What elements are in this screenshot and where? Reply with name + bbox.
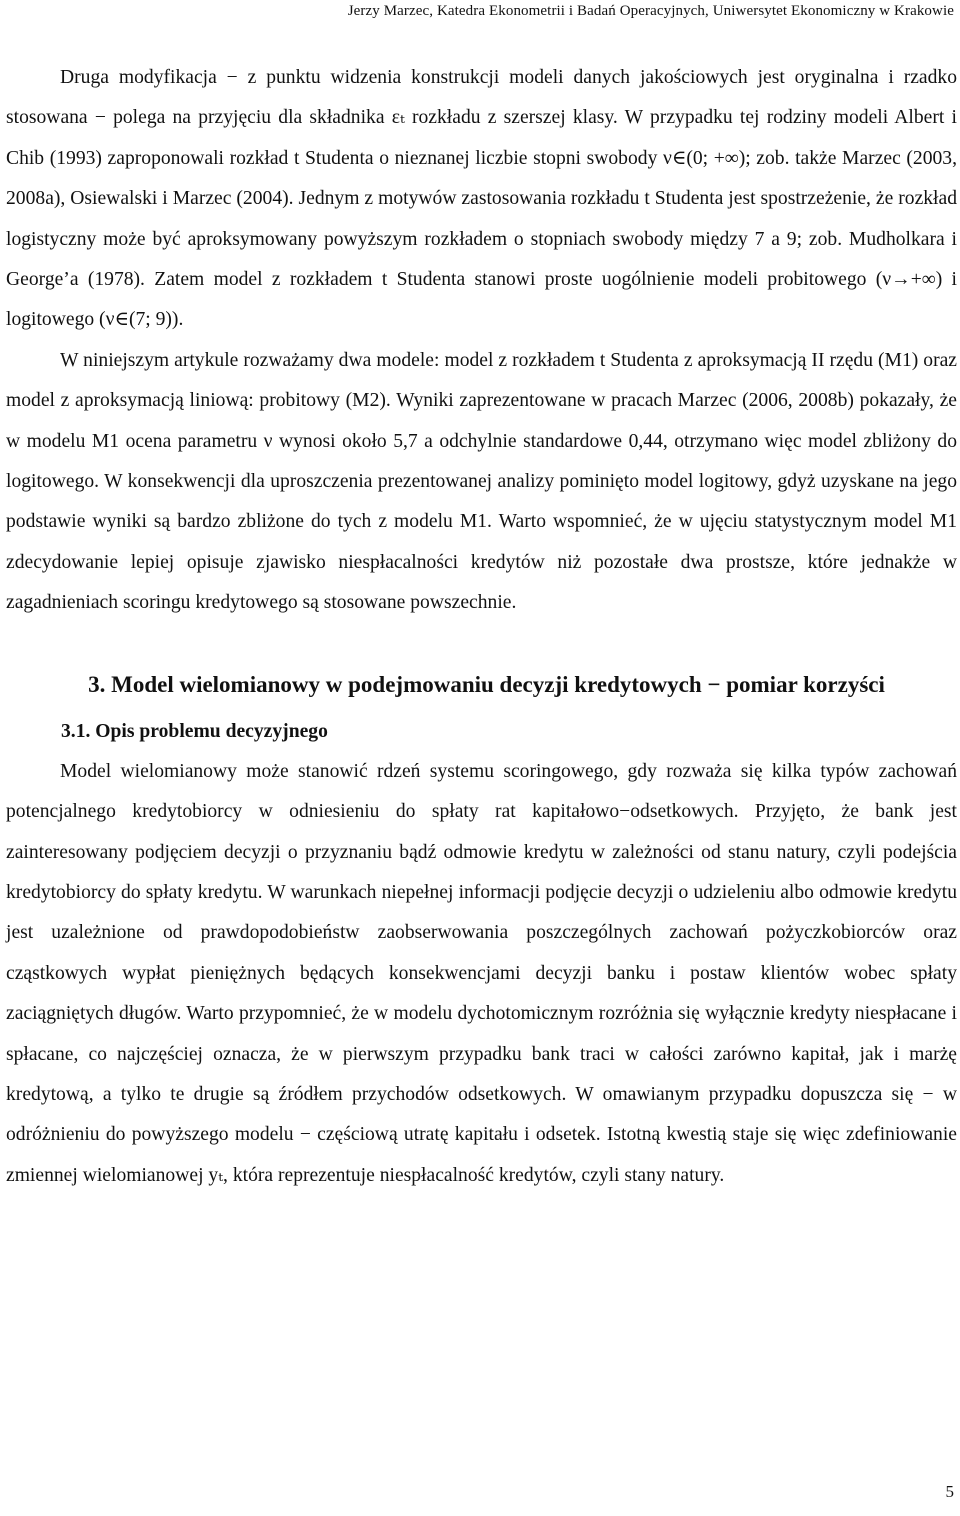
section-title: 3. Model wielomianowy w podejmowaniu decyzji kredytowych − pomiar korzyści (88, 671, 885, 697)
subsection-title: 3.1. Opis problemu decyzyjnego (61, 720, 328, 742)
page-body (6, 58, 957, 1196)
page-number: 5 (945, 1482, 954, 1501)
paragraph-decision-problem: Model wielomianowy może stanowić rdzeń systemu scoringowego, gdy rozważa się kilka typów zachowań potencjalnego kredytobiorcy w odniesieniu do spłaty rat kapitałowo−odsetkowych. Przyjęto, że bank jest zainteresowany podjęciem decyzji o przyznaniu bądź odmowie kredytu w zależności od stanu natury, czyli podejścia kredytobiorcy do spłaty kredytu. W warunkach niepełnej informacji podjęcie decyzji o udzieleniu albo odmowie kredytu jest uzależnione od prawdopodobieństw zaobserwowania poszczególnych zachowań pożyczkobiorców oraz cząstkowych wypłat pieniężnych będących konsekwencjami decyzji banku i postaw klientów wobec spłaty zaciągniętych długów. Warto przypomnieć, że w modelu dychotomicznym rozróżnia się wyłącznie kredyty niespłacane i spłacane, co najczęściej oznacza, że w pierwszym przypadku bank traci w całości zarówno kapitał, jak i marżę kredytową, a tylko te drugie są źródłem przychodów odsetkowych. W omawianym przypadku dopuszcza się − w odróżnieniu do powyższego modelu − częściową utratę kapitału i odsetek. Istotną kwestią staje się więc zdefiniowanie zmiennej wielomianowej yₜ, która reprezentuje niespłacalność kredytów, czyli stany natury. (6, 760, 957, 1186)
paragraph-models-compared: W niniejszym artykule rozważamy dwa modele: model z rozkładem t Studenta z aproksymacją II rzędu (M1) oraz model z aproksymacją liniową: probitowy (M2). Wyniki zaprezentowane w pracach Marzec (2006, 2008b) pokazały, że w modelu M1 ocena parametru ν wynosi około 5,7 a odchylnie standardowe 0,44, otrzymano więc model zbliżony do logitowego. W konsekwencji dla uproszczenia prezentowanej analizy pominięto model logitowy, gdyż uzyskane na jego podstawie wyniki są bardzo zbliżone do tych z modelu M1. Warto wspomnieć, że w ujęciu statystycznym model M1 zdecydowanie lepiej opisuje zjawisko niespłacalności kredytów niż pozostałe dwa prostsze, które jednakże w zagadnieniach scoringu kredytowego są stosowane powszechnie. (6, 349, 957, 614)
paragraph-model-modification: Druga modyfikacja − z punktu widzenia konstrukcji modeli danych jakościowych jest oryginalna i rzadko stosowana − polega na przyjęciu dla składnika εₜ rozkładu z szerszej klasy. W przypadku tej rodziny modeli Albert i Chib (1993) zaproponowali rozkład t Studenta o nieznanej liczbie stopni swobody ν∈(0; +∞); zob. także Marzec (2003, 2008a), Osiewalski i Marzec (2004). Jednym z motywów zastosowania rozkładu t Studenta jest spostrzeżenie, że rozkład logistyczny może być aproksymowany powyższym rozkładem o stopniach swobody między 7 a 9; zob. Mudholkara i George’a (1978). Zatem model z rozkładem t Studenta stanowi proste uogólnienie modeli probitowego (ν→+∞) i logitowego (ν∈(7; 9)). (6, 67, 957, 331)
running-head: Jerzy Marzec, Katedra Ekonometrii i Badań Operacyjnych, Uniwersytet Ekonomiczny w Krakowie (347, 3, 954, 19)
